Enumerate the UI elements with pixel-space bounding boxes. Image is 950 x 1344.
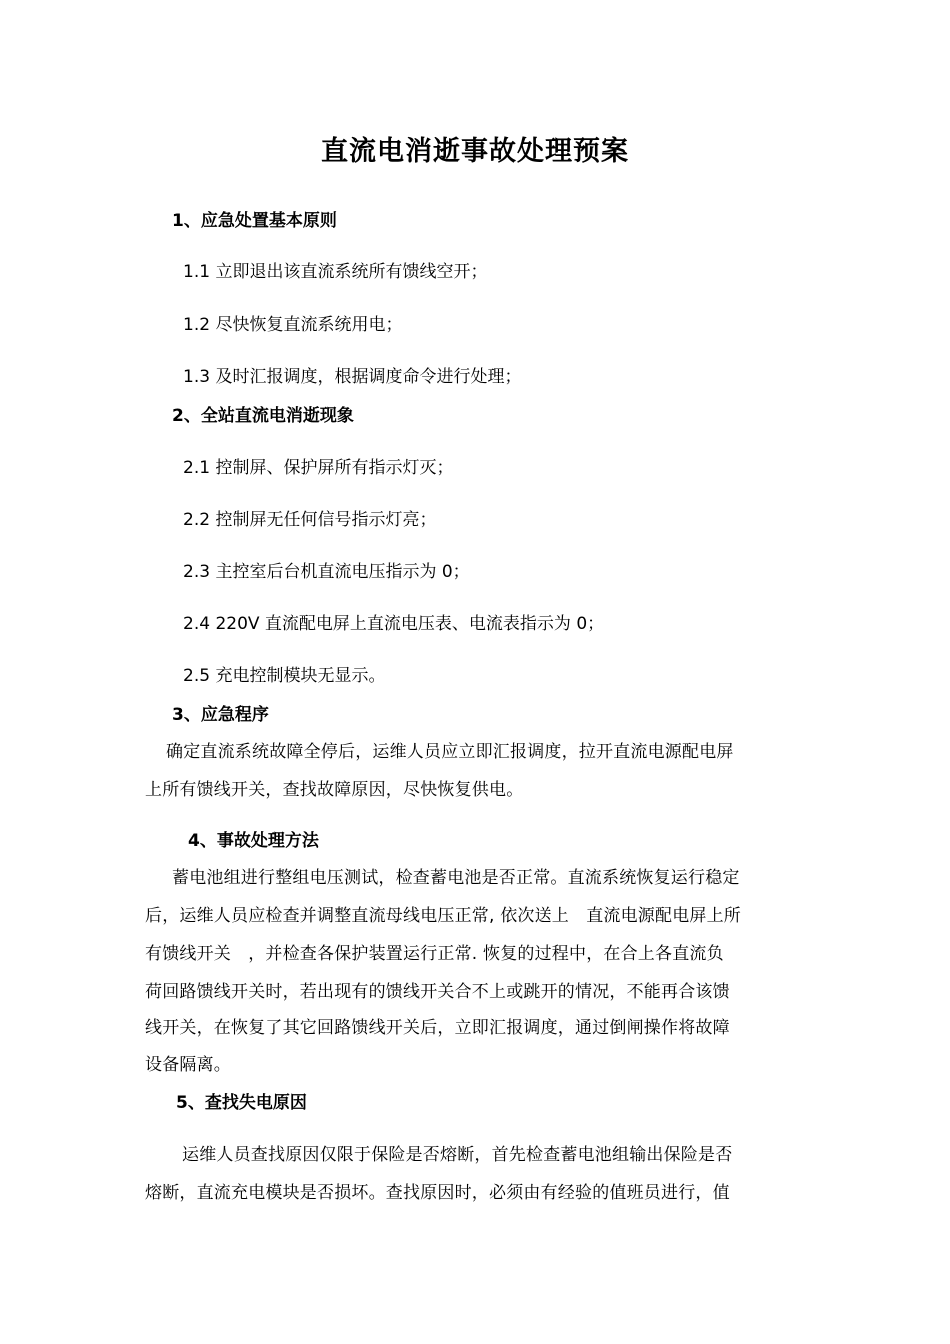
- section5-heading: 5、查找失电原因: [176, 1093, 307, 1113]
- section1-item-1: 1.1 立即退出该直流系统所有馈线空开；: [183, 262, 488, 282]
- section4-line-4: 荷回路馈线开关时，若出现有的馈线开关合不上或跳开的情况，不能再合该馈: [145, 982, 730, 1002]
- section5-line-1: 运维人员查找原因仅限于保险是否熔断，首先检查蓄电池组输出保险是否: [182, 1145, 733, 1165]
- section4-heading: 4、事故处理方法: [188, 831, 319, 851]
- section1-item-2: 1.2 尽快恢复直流系统用电；: [183, 315, 403, 335]
- section5-line-2: 熔断，直流充电模块是否损坏。查找原因时，必须由有经验的值班员进行，值: [145, 1183, 730, 1203]
- section4-line-6: 设备隔离。: [145, 1055, 231, 1075]
- section2-item-4: 2.4 220V 直流配电屏上直流电压表、电流表指示为 0；: [183, 614, 605, 634]
- section2-item-2: 2.2 控制屏无任何信号指示灯亮；: [183, 510, 437, 530]
- section1-heading: 1、应急处置基本原则: [172, 211, 337, 231]
- section2-heading: 2、全站直流电消逝现象: [172, 406, 354, 426]
- section2-item-3: 2.3 主控室后台机直流电压指示为 0；: [183, 562, 470, 582]
- section3-heading: 3、应急程序: [172, 705, 269, 725]
- section2-item-5: 2.5 充电控制模块无显示。: [183, 666, 386, 686]
- section4-line-2: 后，运维人员应检查并调整直流母线电压正常, 依次送上 直流电源配电屏上所: [145, 906, 742, 926]
- section1-item-3: 1.3 及时汇报调度，根据调度命令进行处理；: [183, 367, 522, 387]
- section4-line-1: 蓄电池组进行整组电压测试，检查蓄电池是否正常。直流系统恢复运行稳定: [172, 868, 740, 888]
- section3-line-2: 上所有馈线开关，查找故障原因，尽快恢复供电。: [145, 780, 524, 800]
- section3-line-1: 确定直流系统故障全停后，运维人员应立即汇报调度，拉开直流电源配电屏: [166, 742, 734, 762]
- section2-item-1: 2.1 控制屏、保护屏所有指示灯灭；: [183, 458, 454, 478]
- section4-line-3: 有馈线开关 ，并检查各保护装置运行正常. 恢复的过程中，在合上各直流负: [145, 944, 724, 964]
- section4-line-5: 线开关，在恢复了其它回路馈线开关后，立即汇报调度，通过倒闸操作将故障: [145, 1018, 730, 1038]
- page-title: 直流电消逝事故处理预案: [321, 136, 629, 167]
